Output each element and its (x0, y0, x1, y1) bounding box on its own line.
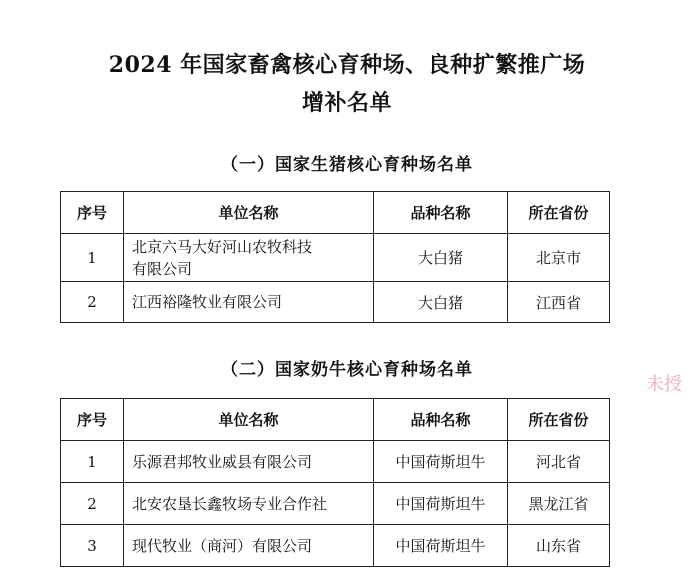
cell-unit-name: 乐源君邦牧业威县有限公司 (124, 441, 374, 483)
table-header-row (61, 192, 610, 234)
cell-province: 河北省 (508, 441, 610, 483)
cell-serial-number: 1 (61, 234, 124, 282)
header-breed-name: 品种名称 (374, 192, 508, 234)
header-unit-name: 单位名称 (124, 399, 374, 441)
header-serial-number: 序号 (61, 192, 124, 234)
cell-serial-number: 2 (61, 483, 124, 525)
table-row (61, 234, 610, 282)
header-province: 所在省份 (508, 192, 610, 234)
table-row (61, 483, 610, 525)
cell-province: 江西省 (508, 282, 610, 323)
header-serial-number: 序号 (61, 399, 124, 441)
table-row (61, 441, 610, 483)
header-unit-name: 单位名称 (124, 192, 374, 234)
cell-unit-name: 江西裕隆牧业有限公司 (124, 282, 374, 323)
cell-breed-name: 中国荷斯坦牛 (374, 525, 508, 567)
section2-heading: （二）国家奶牛核心育种场名单 (221, 360, 473, 380)
cell-serial-number: 3 (61, 525, 124, 567)
cell-unit-name: 现代牧业（商河）有限公司 (124, 525, 374, 567)
document-title-line1: 2024 年国家畜禽核心育种场、良种扩繁推广场 (108, 52, 586, 78)
cell-unit-name (124, 234, 374, 282)
table-header-row (61, 399, 610, 441)
cell-breed-name: 中国荷斯坦牛 (374, 441, 508, 483)
cell-serial-number: 2 (61, 282, 124, 323)
cell-serial-number: 1 (61, 441, 124, 483)
cell-province: 山东省 (508, 525, 610, 567)
cell-breed-name: 中国荷斯坦牛 (374, 483, 508, 525)
document-title-line2: 增补名单 (301, 90, 392, 116)
watermark-text: 未授 (646, 374, 682, 395)
cell-province: 北京市 (508, 234, 610, 282)
unit-name-line1: 北京六马大好河山农牧科技 (132, 237, 313, 256)
unit-name-line2: 有限公司 (132, 259, 193, 278)
section1-heading: （一）国家生猪核心育种场名单 (221, 155, 473, 175)
dairy-cattle-breeding-farm-table (60, 398, 610, 567)
header-province: 所在省份 (508, 399, 610, 441)
cell-breed-name: 大白猪 (374, 282, 508, 323)
cell-breed-name: 大白猪 (374, 234, 508, 282)
cell-unit-name: 北安农垦长鑫牧场专业合作社 (124, 483, 374, 525)
header-breed-name: 品种名称 (374, 399, 508, 441)
pig-breeding-farm-table (60, 191, 610, 323)
table-row (61, 525, 610, 567)
cell-province: 黑龙江省 (508, 483, 610, 525)
table-row (61, 282, 610, 323)
